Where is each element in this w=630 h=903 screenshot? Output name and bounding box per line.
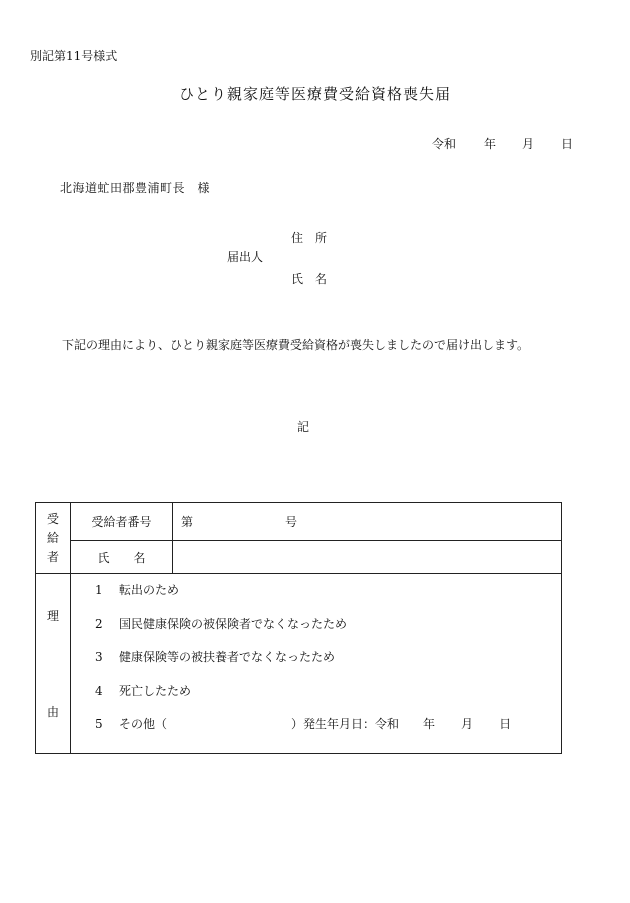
reason-item[interactable] [95,641,561,675]
ki-heading: 記 [296,420,309,434]
other-date-label: ）発生年月日：令和 [291,717,400,731]
reason-item-other[interactable] [95,708,561,742]
reason-number: 4 [95,683,103,698]
reason-text: その他（ [119,717,168,731]
number-suffix: 号 [285,515,298,529]
recipient-header-char: 給 [46,530,59,545]
addressee: 北海道虻田郡豊浦町長 様 [60,181,211,195]
recipient-name-label: 氏 名 [71,541,173,574]
other-year: 年 [423,717,436,731]
reason-text: 転出のため [119,583,180,597]
reason-item[interactable] [95,608,561,642]
date-year: 年 [484,137,497,151]
reason-number: 2 [95,616,103,631]
date-day: 日 [561,137,574,151]
recipient-number-label: 受給者番号 [71,503,173,541]
date-month: 月 [522,137,535,151]
reason-text: 国民健康保険の被保険者でなくなったため [119,616,348,631]
other-month: 月 [461,717,474,731]
reason-number: 1 [95,583,103,597]
reason-text: 死亡したため [119,683,192,698]
recipient-number-field[interactable] [173,503,562,541]
reason-item[interactable] [95,675,561,709]
form-number: 別記第11号様式 [30,49,118,63]
statement: 下記の理由により、ひとり親家庭等医療費受給資格が喪失しましたので届け出します。 [62,338,530,352]
reason-header-bottom: 由 [46,705,59,719]
reason-header [36,574,71,754]
recipient-header-char: 者 [46,549,59,564]
recipient-header-char: 受 [46,511,59,526]
document-title: ひとり親家庭等医療費受給資格喪失届 [178,85,451,103]
reason-header-top: 理 [46,609,59,623]
number-prefix: 第 [181,515,194,529]
recipient-table [35,502,562,754]
applicant-address-label: 住 所 [291,231,328,245]
applicant-name-label: 氏 名 [291,272,328,286]
applicant-label: 届出人 [227,250,264,264]
recipient-header [36,503,71,574]
date-line [432,135,573,152]
date-era: 令和 [432,137,457,151]
recipient-name-field[interactable] [173,541,562,574]
reason-item[interactable] [95,574,561,608]
reason-text: 健康保険等の被扶養者でなくなったため [119,650,336,664]
reason-number: 3 [95,650,103,664]
reason-number: 5 [95,717,103,731]
other-day: 日 [499,717,512,731]
reason-list [71,574,562,754]
